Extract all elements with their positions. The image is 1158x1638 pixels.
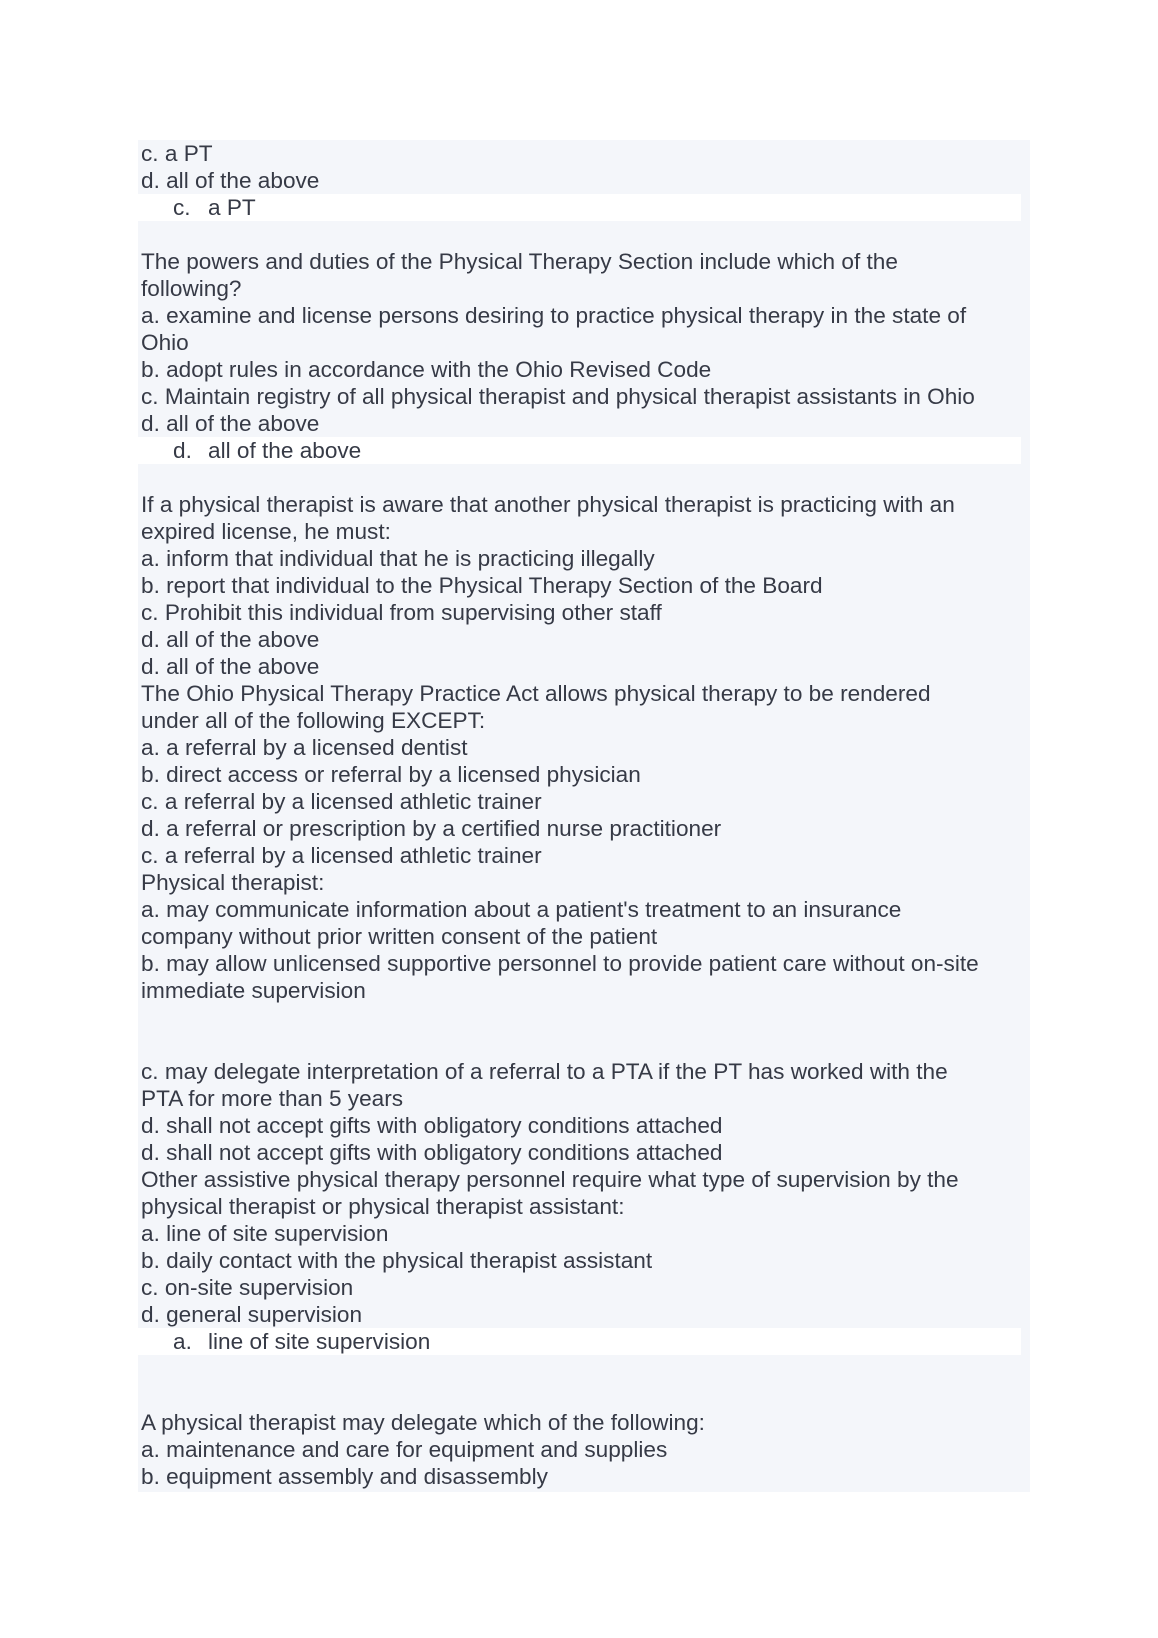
question-block	[141, 1166, 1021, 1355]
option-line: company without prior written consent of the patient	[141, 924, 658, 949]
option-line: c. on-site supervision	[141, 1275, 354, 1300]
answer-text: a PT	[208, 195, 256, 220]
answer-line	[138, 1328, 1021, 1355]
option-line: b. daily contact with the physical therapist assistant	[141, 1248, 653, 1273]
option-line: a. may communicate information about a patient's treatment to an insurance	[141, 897, 902, 922]
option-line: b. direct access or referral by a licensed physician	[141, 762, 641, 787]
answer-text: line of site supervision	[208, 1329, 431, 1354]
option-line: a. maintenance and care for equipment and supplies	[141, 1437, 668, 1462]
question-block	[141, 680, 1021, 869]
option-line: d. all of the above	[141, 411, 320, 436]
option-line: a. examine and license persons desiring to practice physical therapy in the state of	[141, 303, 967, 328]
question-block	[141, 140, 1021, 221]
option-line: Ohio	[141, 330, 189, 355]
question-block	[141, 248, 1021, 464]
option-line: d. a referral or prescription by a certified nurse practitioner	[141, 816, 722, 841]
option-line: b. may allow unlicensed supportive personnel to provide patient care without on-site	[141, 951, 979, 976]
option-line: b. equipment assembly and disassembly	[141, 1464, 548, 1489]
option-line: d. general supervision	[141, 1302, 363, 1327]
question-text: A physical therapist may delegate which of the following:	[141, 1410, 705, 1435]
question-text: expired license, he must:	[141, 519, 391, 544]
question-block	[141, 491, 1021, 680]
answer-line: c. a referral by a licensed athletic trainer	[141, 843, 542, 868]
answer-line	[138, 437, 1021, 464]
answer-letter: c.	[173, 195, 191, 220]
answer-line: d. all of the above	[141, 654, 320, 679]
option-line: c. may delegate interpretation of a referral to a PTA if the PT has worked with the	[141, 1059, 948, 1084]
option-line: b. report that individual to the Physical Therapy Section of the Board	[141, 573, 823, 598]
option-line: b. adopt rules in accordance with the Ohio Revised Code	[141, 357, 712, 382]
option-line: c. Prohibit this individual from supervising other staff	[141, 600, 662, 625]
question-text: Other assistive physical therapy personnel require what type of supervision by the	[141, 1167, 959, 1192]
option-line: a. a referral by a licensed dentist	[141, 735, 468, 760]
answer-text: all of the above	[208, 438, 362, 463]
question-text: Physical therapist:	[141, 870, 325, 895]
question-block	[141, 1409, 1021, 1490]
option-line: PTA for more than 5 years	[141, 1086, 404, 1111]
option-line: a. line of site supervision	[141, 1221, 389, 1246]
question-text: physical therapist or physical therapist assistant:	[141, 1194, 625, 1219]
document-content	[141, 140, 1021, 1490]
question-block	[141, 869, 1021, 1166]
option-line: c. a PT	[141, 141, 213, 166]
question-text: following?	[141, 276, 242, 301]
answer-line	[138, 194, 1021, 221]
option-line: d. all of the above	[141, 627, 320, 652]
answer-line: d. shall not accept gifts with obligatory conditions attached	[141, 1140, 723, 1165]
option-line: c. Maintain registry of all physical therapist and physical therapist assistants in Ohio	[141, 384, 975, 409]
question-text: If a physical therapist is aware that another physical therapist is practicing with an	[141, 492, 955, 517]
question-text: under all of the following EXCEPT:	[141, 708, 486, 733]
option-line: immediate supervision	[141, 978, 366, 1003]
question-text: The powers and duties of the Physical Therapy Section include which of the	[141, 249, 898, 274]
option-line: d. all of the above	[141, 168, 320, 193]
option-line: c. a referral by a licensed athletic trainer	[141, 789, 542, 814]
question-text: The Ohio Physical Therapy Practice Act allows physical therapy to be rendered	[141, 681, 931, 706]
answer-letter: a.	[173, 1329, 192, 1354]
option-line: a. inform that individual that he is practicing illegally	[141, 546, 655, 571]
option-line: d. shall not accept gifts with obligatory conditions attached	[141, 1113, 723, 1138]
answer-letter: d.	[173, 438, 192, 463]
